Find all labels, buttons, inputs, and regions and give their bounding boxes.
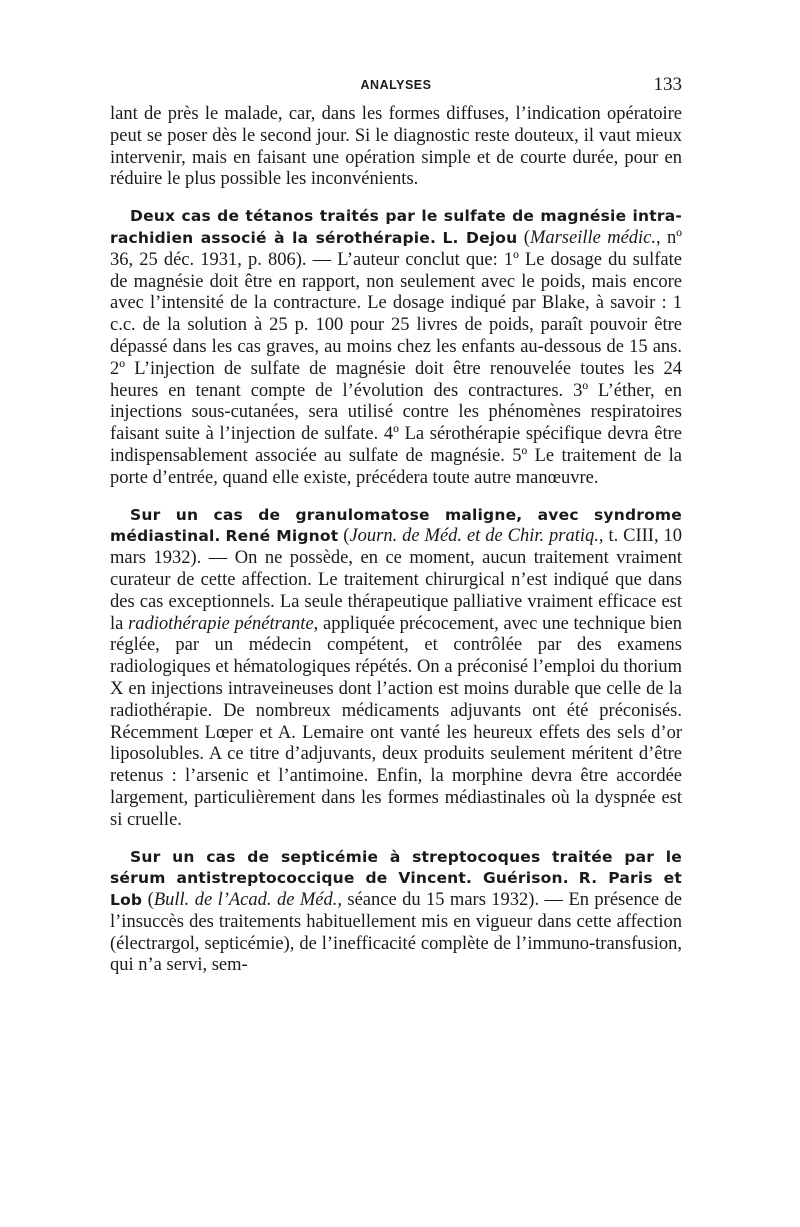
running-head (110, 74, 682, 98)
page-number: 133 (653, 74, 682, 95)
reference-details: , nº 36, 25 déc. 1931, p. 806). (110, 227, 683, 270)
abstract-title: Sur un cas de septicémie à streptocoques traitée par le sérum antistreptococcique de Vincent. Guérison. (110, 847, 682, 888)
abstract-tetanos (110, 206, 682, 489)
abstract-body: — On ne possède, en ce moment, aucun traitement vraiment curateur de cette affection. Le traitement chirurgical n’est indiqué que dans des cas exceptionnels. La seule thérapeutique palliative vraiment efficace est la (110, 548, 683, 634)
journal-name: Journ. de Méd. et de Chir. pratiq. (349, 526, 599, 547)
abstract-body-italic: radiothérapie pénétrante (128, 613, 314, 634)
abstract-author: René Mignot (225, 527, 339, 546)
abstract-body: — En présence de l’insuccès des traitements habituellement mis en vigueur dans cette affection (électrargol, septicémie), de l’inefficacité complète de l’immuno-transfusion, qui n’a servi, sem- (110, 890, 683, 976)
paragraph-continuation: lant de près le malade, car, dans les formes diffuses, l’indication opératoire peut se poser dès le second jour. Si le diagnostic reste douteux, il vaut mieux intervenir, mais en faisant une opération simple et de courte durée, pour en réduire le plus possible les inconvénients. (110, 104, 682, 190)
journal-name: Bull. de l’Acad. de Méd. (153, 890, 338, 911)
abstract-title: Sur un cas de granulomatose maligne, avec syndrome médiastinal. (110, 505, 682, 546)
abstract-septicemie (110, 847, 682, 978)
abstract-body-continued: , appliquée précocement, avec une technique bien réglée, par un médecin compétent, et contrôlée par des examens radiologiques et hématologiques répétés. On a préconisé l’emploi du thorium X en injections intraveineuses dont l’action est moins durable que celle de la radiothérapie. De nombreux médicaments adjuvants ont été préconisés. Récemment Lœper et A. Lemaire ont vanté les heureux effets des sels d’or liposolubles. A ce titre d’adjuvants, deux produits seulement méritent d’être retenus : l’arsenic et l’antimoine. Enfin, la morphine devra être accordée largement, particulièrement dans les formes médiastinales où la dyspnée est si cruelle. (110, 613, 682, 830)
reference-details: , t. CIII, 10 mars 1932). (110, 526, 683, 569)
page (110, 74, 682, 977)
abstract-author: L. Dejou (442, 228, 518, 247)
abstract-granulomatose (110, 505, 682, 832)
abstract-body: — L’auteur conclut que: 1º Le dosage du sulfate de magnésie doit être en rapport, non seulement avec le poids, mais encore avec l’intensité de la contracture. Le dosage indiqué par Blake, à savoir : 1 c.c. de la solution à 25 p. 100 pour 25 livres de poids, paraît pouvoir être dépassé dans les cas graves, au moins chez les enfants au-dessous de 15 ans. 2º L’injection de sulfate de magnésie doit être renouvelée toutes les 24 heures en tenant compte de l’évolution des contractures. 3º L’éther, en injections sous-cutanées, sera utilisé contre les phénomènes respiratoires faisant suite à l’injection de sulfate. 4º La sérothérapie spécifique devra être indispensablement associée au sulfate de magnésie. 5º Le traitement de la porte d’entrée, quand elle existe, précédera toute autre manœuvre. (110, 249, 682, 488)
reference-open: ( (147, 890, 154, 911)
reference-details: , séance du 15 mars 1932). (337, 890, 540, 911)
journal-name: Marseille médic. (529, 227, 657, 248)
abstract-author: R. Paris et Lob (110, 869, 683, 910)
running-title: ANALYSES (360, 78, 432, 92)
reference-open: ( (343, 526, 350, 547)
abstract-title: Deux cas de tétanos traités par le sulfate de magnésie intra-rachidien associé à la sérothérapie. (110, 207, 682, 247)
reference-open: ( (523, 227, 530, 248)
